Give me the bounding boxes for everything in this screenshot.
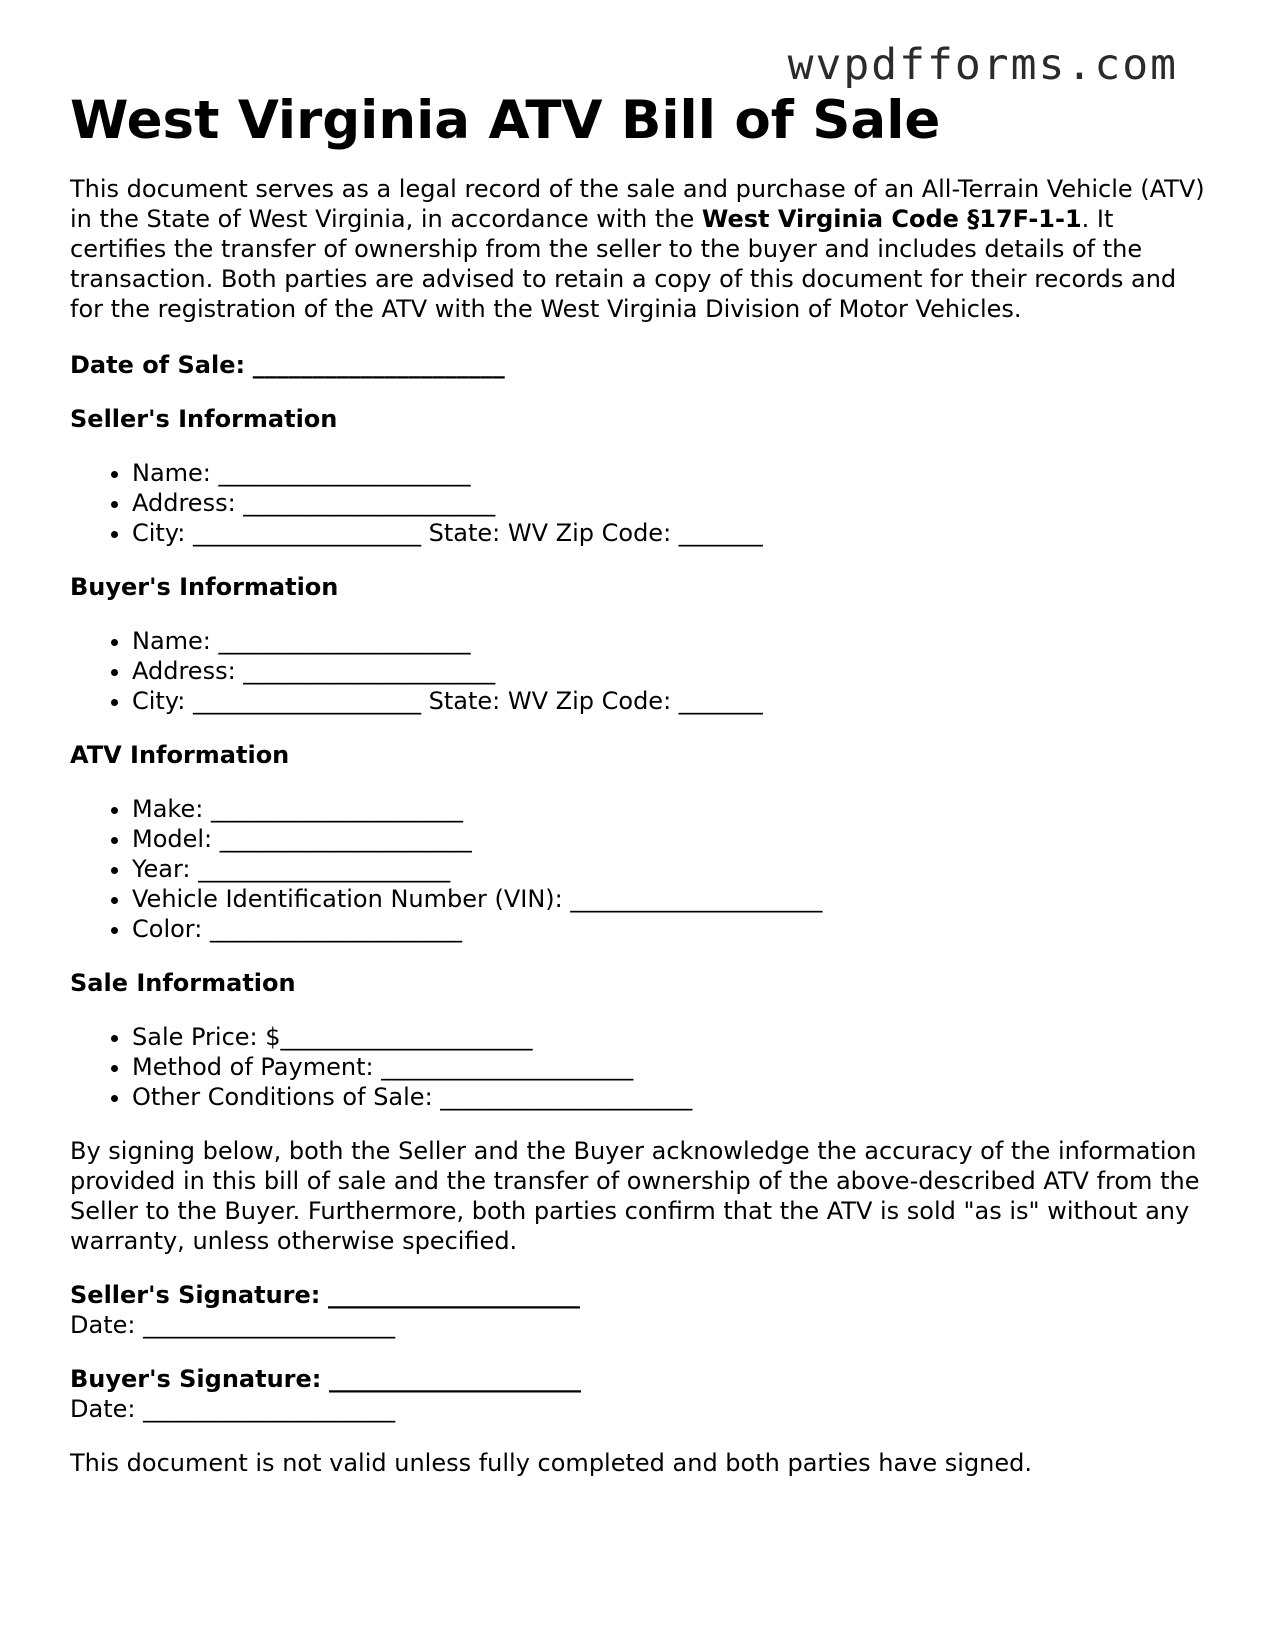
sale-info-list: [70, 1022, 1210, 1112]
intro-paragraph: [70, 174, 1210, 324]
atv-year-field[interactable]: • Year: _____________________: [132, 854, 1210, 884]
buyer-city-state-zip-field[interactable]: • City: ___________________ State: WV Zip Code: _______: [132, 686, 1210, 716]
seller-signature-field[interactable]: _____________________: [328, 1281, 580, 1309]
sale-price-field[interactable]: • Sale Price: $_____________________: [132, 1022, 1210, 1052]
date-of-sale-field[interactable]: _____________________: [252, 351, 505, 379]
seller-signature-date-field[interactable]: Date: _____________________: [70, 1311, 396, 1339]
buyer-signature-block: [70, 1364, 1210, 1424]
payment-method-field[interactable]: • Method of Payment: _____________________: [132, 1052, 1210, 1082]
seller-name-field[interactable]: • Name: _____________________: [132, 458, 1210, 488]
document-page: [70, 88, 1210, 1502]
legal-code-reference: West Virginia Code §17F-1-1: [701, 205, 1082, 233]
atv-info-list: [70, 794, 1210, 944]
buyer-info-heading: Buyer's Information: [70, 573, 339, 601]
buyer-signature-row: [70, 1364, 1210, 1394]
intro-text-start: This document serves as a legal record of the sale and purchase of an All-Terrain Vehicle (ATV) in the State of West Virginia, in accordance with the: [70, 175, 1205, 233]
validity-note: This document is not valid unless fully completed and both parties have signed.: [70, 1449, 1033, 1477]
date-of-sale-label: Date of Sale:: [70, 351, 246, 379]
atv-vin-field[interactable]: • Vehicle Identification Number (VIN): _____________________: [132, 884, 1210, 914]
buyer-name-field[interactable]: • Name: _____________________: [132, 626, 1210, 656]
sale-info-heading: Sale Information: [70, 969, 296, 997]
date-of-sale-row: [70, 350, 1210, 380]
buyer-address-field[interactable]: • Address: _____________________: [132, 656, 1210, 686]
other-conditions-field[interactable]: • Other Conditions of Sale: _____________________: [132, 1082, 1210, 1112]
seller-info-list: [70, 458, 1210, 548]
buyer-signature-field[interactable]: _____________________: [329, 1365, 582, 1393]
buyer-signature-date-field[interactable]: Date: _____________________: [70, 1395, 396, 1423]
atv-model-field[interactable]: • Model: _____________________: [132, 824, 1210, 854]
seller-address-field[interactable]: • Address: _____________________: [132, 488, 1210, 518]
seller-info-heading: Seller's Information: [70, 405, 338, 433]
buyer-signature-label: Buyer's Signature:: [70, 1365, 322, 1393]
seller-signature-block: [70, 1280, 1210, 1340]
seller-signature-label: Seller's Signature:: [70, 1281, 321, 1309]
seller-signature-row: [70, 1280, 1210, 1310]
document-title: West Virginia ATV Bill of Sale: [70, 90, 941, 151]
atv-make-field[interactable]: • Make: _____________________: [132, 794, 1210, 824]
intro-text-end: . It certifies the transfer of ownership from the seller to the buyer and includes details of the transaction. Both parties are advised to retain a copy of this document for their records and for the registration of the ATV with the West Virginia Division of Motor Vehicles.: [70, 205, 1177, 323]
buyer-info-list: [70, 626, 1210, 716]
atv-info-heading: ATV Information: [70, 741, 290, 769]
watermark: wvpdfforms.com: [787, 40, 1178, 90]
acknowledgement-paragraph: By signing below, both the Seller and the Buyer acknowledge the accuracy of the information provided in this bill of sale and the transfer of ownership of the above-described ATV from the Seller to the Buyer. Furthermore, both parties confirm that the ATV is sold "as is" without any warranty, unless otherwise specified.: [70, 1137, 1200, 1255]
seller-city-state-zip-field[interactable]: • City: ___________________ State: WV Zip Code: _______: [132, 518, 1210, 548]
atv-color-field[interactable]: • Color: _____________________: [132, 914, 1210, 944]
